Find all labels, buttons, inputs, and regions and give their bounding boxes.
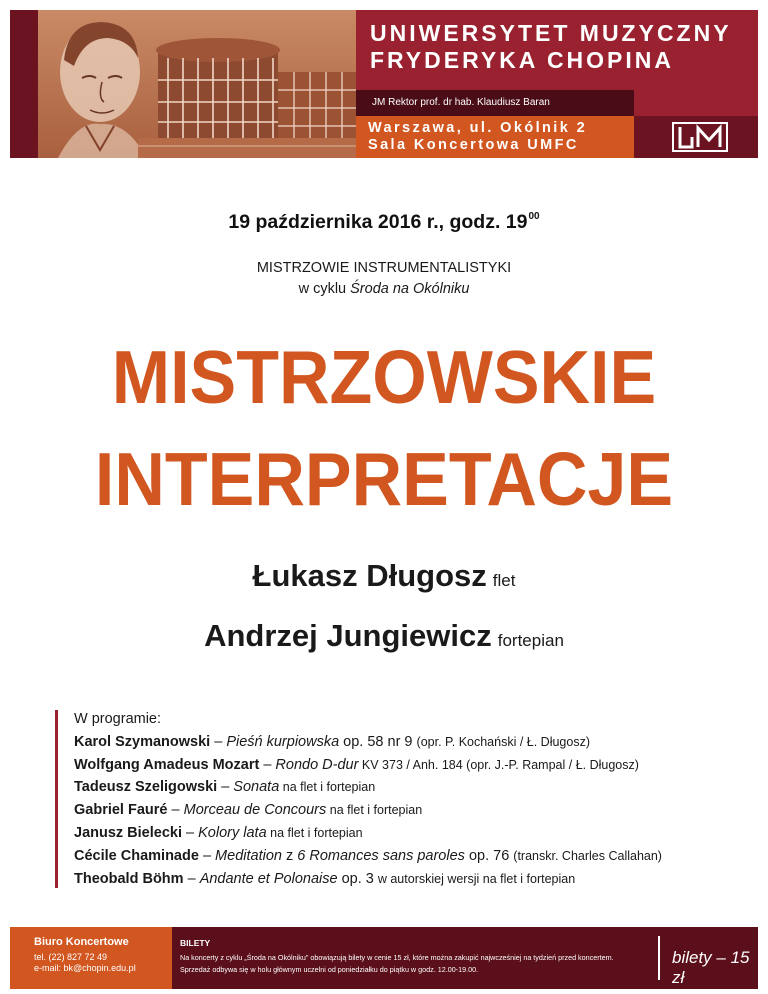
ticket-price: bilety – 15 zł [672,948,750,987]
series-subheading [0,279,768,299]
building-illustration [38,10,356,158]
work-title: Sonata [233,779,280,796]
dash: – [167,802,184,819]
concert-office-email: e-mail: bk@chopin.edu.pl [34,963,136,973]
program-item [74,776,754,799]
performer-name: Andrzej Jungiewicz [204,618,492,653]
work-detail: op. 76 [464,847,514,864]
work-detail: op. 3 [337,870,378,887]
concert-office-phone: tel. (22) 827 72 49 [34,952,108,962]
dash: – [182,824,199,841]
header-photo [38,10,356,158]
footer [10,927,758,989]
header-side-strip [10,10,38,158]
composer: Tadeusz Szeligowski [74,779,218,796]
work-title: Andante et Polonaise [199,870,338,887]
series-prefix: w cyklu [298,281,351,297]
work-note: w autorskiej wersji na flet i fortepian [377,871,576,886]
series-name: Środa na Okólniku [350,281,470,297]
concert-office-title: Biuro Koncertowe [34,936,129,948]
event-date [0,204,768,235]
rector-text: JM Rektor prof. dr hab. Klaudiusz Baran [372,97,550,108]
concert-title-line2: INTERPRETACJE [94,436,674,522]
composer: Janusz Bielecki [74,824,182,841]
program-list [74,708,754,890]
program-item [74,845,754,868]
header-banner [10,10,758,158]
program-item [74,731,754,754]
series-heading: MISTRZOWIE INSTRUMENTALISTYKI [256,260,512,276]
event-time-minutes: 00 [528,211,540,222]
work-note: na flet i fortepian [266,825,363,840]
performer-instrument: fortepian [497,631,564,650]
composer: Gabriel Fauré [74,802,168,819]
work-note: na flet i fortepian [279,780,376,795]
dash: – [259,756,276,773]
work-title: Pieśń kurpiowska [226,733,340,750]
work-detail: op. 58 nr 9 [339,733,417,750]
footer-divider [658,936,660,980]
university-name [370,20,760,74]
event-date-text: 19 października 2016 r., godz. 19 [228,211,528,233]
program-item [74,799,754,822]
concert-title-line1: MISTRZOWSKIE [111,334,657,420]
university-name-line1: UNIWERSYTET MUZYCZNY [370,20,732,46]
program-heading: W programie: [74,711,162,727]
work-title: Rondo D-dur [275,756,359,773]
tickets-info-line1: Na koncerty z cyklu „Środa na Okólniku" obowiązują bilety w cenie 15 zł, które można zakupić najwcześniej na tydzień przed koncertem. [180,953,614,962]
work-title: Meditation [215,847,282,864]
university-name-line2: FRYDERYKA CHOPINA [370,47,675,73]
venue-address [368,120,587,154]
address-line1: Warszawa, ul. Okólnik 2 [368,120,588,136]
program-item [74,822,754,845]
performer-1 [0,556,768,602]
composer: Wolfgang Amadeus Mozart [74,756,260,773]
header-spacer [634,90,758,116]
program-item [74,754,754,777]
dash: – [183,870,200,887]
work-title: Kolory lata [198,824,267,841]
dash: – [210,733,227,750]
work-collection: 6 Romances sans paroles [297,847,465,864]
umfc-logo-icon [672,122,728,152]
performer-instrument: flet [492,571,516,590]
work-detail: z [281,847,298,864]
performer-name: Łukasz Długosz [252,558,487,593]
work-title: Morceau de Concours [183,802,327,819]
performer-2 [0,616,768,662]
work-note: (opr. P. Kochański / Ł. Długosz) [416,734,590,749]
program-accent-bar [55,710,58,888]
program-item [74,868,754,891]
tickets-info-line2: Sprzedaż odbywa się w holu głównym uczelni od poniedziałku do piątku w godz. 12.00-19.00. [180,965,479,974]
address-line2: Sala Koncertowa UMFC [368,137,579,153]
work-note: na flet i fortepian [326,803,423,818]
work-note: (transkr. Charles Callahan) [513,848,662,863]
composer: Karol Szymanowski [74,733,211,750]
work-note: KV 373 / Anh. 184 (opr. J.-P. Rampal / Ł. Długosz) [358,757,639,772]
dash: – [217,779,234,796]
tickets-heading: BILETY [180,938,211,948]
dash: – [198,847,216,864]
composer: Cécile Chaminade [74,847,199,864]
composer: Theobald Böhm [74,870,184,887]
